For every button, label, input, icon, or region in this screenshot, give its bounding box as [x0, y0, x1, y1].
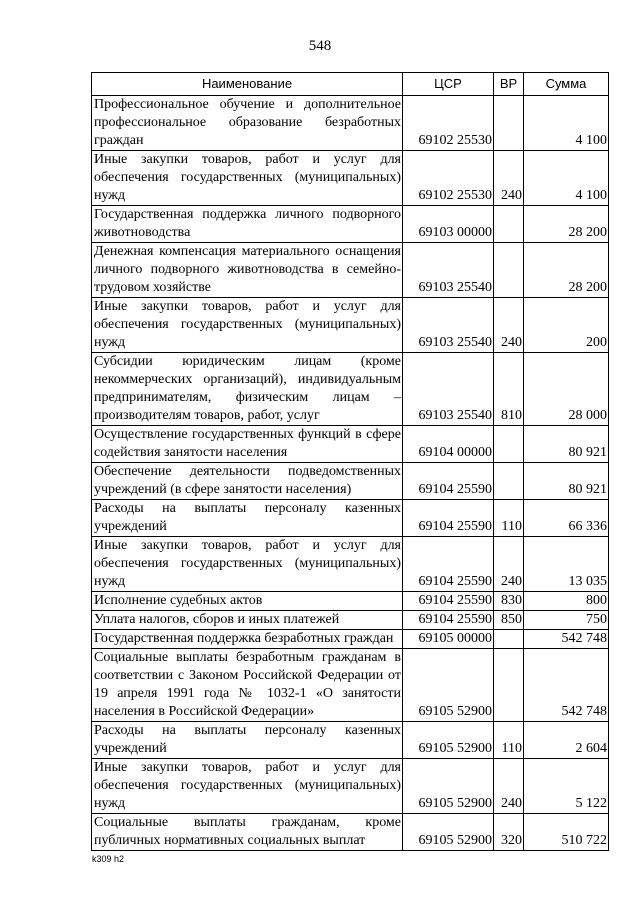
- cell-name: Государственная поддержка личного подворного животноводства: [92, 206, 403, 243]
- cell-sum: 750: [524, 611, 609, 630]
- cell-sum: 28 000: [524, 353, 609, 426]
- cell-vr: 240: [494, 537, 524, 592]
- column-header-csr: ЦСР: [403, 73, 494, 96]
- cell-sum: 4 100: [524, 151, 609, 206]
- cell-sum: 66 336: [524, 500, 609, 537]
- cell-vr: 110: [494, 722, 524, 759]
- table-row: [92, 151, 609, 206]
- cell-csr: 69103 25540: [403, 243, 494, 298]
- cell-csr: 69105 52900: [403, 814, 494, 851]
- cell-name: Иные закупки товаров, работ и услуг для обеспечения государственных (муниципальных) нужд: [92, 537, 403, 592]
- cell-vr: 240: [494, 298, 524, 353]
- cell-name: Иные закупки товаров, работ и услуг для обеспечения государственных (муниципальных) нужд: [92, 759, 403, 814]
- cell-csr: 69103 25540: [403, 353, 494, 426]
- cell-csr: 69104 25590: [403, 611, 494, 630]
- table-row: [92, 592, 609, 611]
- cell-csr: 69105 00000: [403, 630, 494, 649]
- cell-name: Государственная поддержка безработных граждан: [92, 630, 403, 649]
- cell-vr: 240: [494, 151, 524, 206]
- cell-vr: 810: [494, 353, 524, 426]
- column-header-sum: Сумма: [524, 73, 609, 96]
- cell-name: Субсидии юридическим лицам (кроме некоммерческих организаций), индивидуальным предпринимателям, физическим лицам – производителям товаров, работ, услуг: [92, 353, 403, 426]
- cell-csr: 69104 25590: [403, 463, 494, 500]
- table-row: [92, 759, 609, 814]
- budget-table: [91, 72, 609, 851]
- cell-name: Расходы на выплаты персоналу казенных учреждений: [92, 500, 403, 537]
- cell-sum: 542 748: [524, 649, 609, 722]
- cell-csr: 69104 25590: [403, 592, 494, 611]
- cell-csr: 69103 25540: [403, 298, 494, 353]
- cell-name: Денежная компенсация материального оснащения личного подворного животноводства в семейно-трудовом хозяйстве: [92, 243, 403, 298]
- cell-vr: [494, 206, 524, 243]
- cell-vr: [494, 630, 524, 649]
- cell-name: Исполнение судебных актов: [92, 592, 403, 611]
- page-number: 548: [308, 38, 332, 54]
- cell-sum: 80 921: [524, 463, 609, 500]
- table-row: [92, 426, 609, 463]
- footer-code: k309 h2: [92, 854, 125, 864]
- cell-name: Уплата налогов, сборов и иных платежей: [92, 611, 403, 630]
- table-header-row: [92, 73, 609, 96]
- table-row: [92, 298, 609, 353]
- cell-sum: 542 748: [524, 630, 609, 649]
- cell-sum: 4 100: [524, 96, 609, 151]
- column-header-name: Наименование: [92, 73, 403, 96]
- cell-vr: [494, 426, 524, 463]
- table-row: [92, 353, 609, 426]
- cell-name: Расходы на выплаты персоналу казенных учреждений: [92, 722, 403, 759]
- table-row: [92, 630, 609, 649]
- cell-csr: 69104 25590: [403, 537, 494, 592]
- cell-csr: 69104 25590: [403, 500, 494, 537]
- cell-vr: 240: [494, 759, 524, 814]
- cell-vr: 320: [494, 814, 524, 851]
- cell-vr: [494, 463, 524, 500]
- cell-sum: 510 722: [524, 814, 609, 851]
- cell-sum: 5 122: [524, 759, 609, 814]
- cell-sum: 28 200: [524, 243, 609, 298]
- cell-csr: 69105 52900: [403, 759, 494, 814]
- table-row: [92, 96, 609, 151]
- cell-csr: 69103 00000: [403, 206, 494, 243]
- column-header-vr: ВР: [494, 73, 524, 96]
- cell-sum: 13 035: [524, 537, 609, 592]
- cell-vr: [494, 243, 524, 298]
- cell-vr: 110: [494, 500, 524, 537]
- cell-csr: 69105 52900: [403, 649, 494, 722]
- cell-sum: 800: [524, 592, 609, 611]
- table-row: [92, 206, 609, 243]
- cell-sum: 200: [524, 298, 609, 353]
- cell-name: Иные закупки товаров, работ и услуг для обеспечения государственных (муниципальных) нужд: [92, 151, 403, 206]
- cell-csr: 69104 00000: [403, 426, 494, 463]
- cell-vr: 830: [494, 592, 524, 611]
- table-row: [92, 649, 609, 722]
- cell-name: Обеспечение деятельности подведомственных учреждений (в сфере занятости населения): [92, 463, 403, 500]
- cell-vr: [494, 649, 524, 722]
- cell-sum: 80 921: [524, 426, 609, 463]
- table-row: [92, 722, 609, 759]
- cell-name: Социальные выплаты гражданам, кроме публичных нормативных социальных выплат: [92, 814, 403, 851]
- table-row: [92, 814, 609, 851]
- table-row: [92, 463, 609, 500]
- table-row: [92, 243, 609, 298]
- cell-vr: [494, 96, 524, 151]
- cell-name: Иные закупки товаров, работ и услуг для обеспечения государственных (муниципальных) нужд: [92, 298, 403, 353]
- table-body: [92, 96, 609, 851]
- table-row: [92, 500, 609, 537]
- cell-csr: 69105 52900: [403, 722, 494, 759]
- cell-vr: 850: [494, 611, 524, 630]
- cell-csr: 69102 25530: [403, 151, 494, 206]
- cell-name: Профессиональное обучение и дополнительное профессиональное образование безработных граждан: [92, 96, 403, 151]
- cell-csr: 69102 25530: [403, 96, 494, 151]
- cell-sum: 28 200: [524, 206, 609, 243]
- cell-sum: 2 604: [524, 722, 609, 759]
- cell-name: Социальные выплаты безработным гражданам в соответствии с Законом Российской Федерации от 19 апреля 1991 года № 1032-1 «О занятости населения в Российской Федерации»: [92, 649, 403, 722]
- table-row: [92, 611, 609, 630]
- cell-name: Осуществление государственных функций в сфере содействия занятости населения: [92, 426, 403, 463]
- table-row: [92, 537, 609, 592]
